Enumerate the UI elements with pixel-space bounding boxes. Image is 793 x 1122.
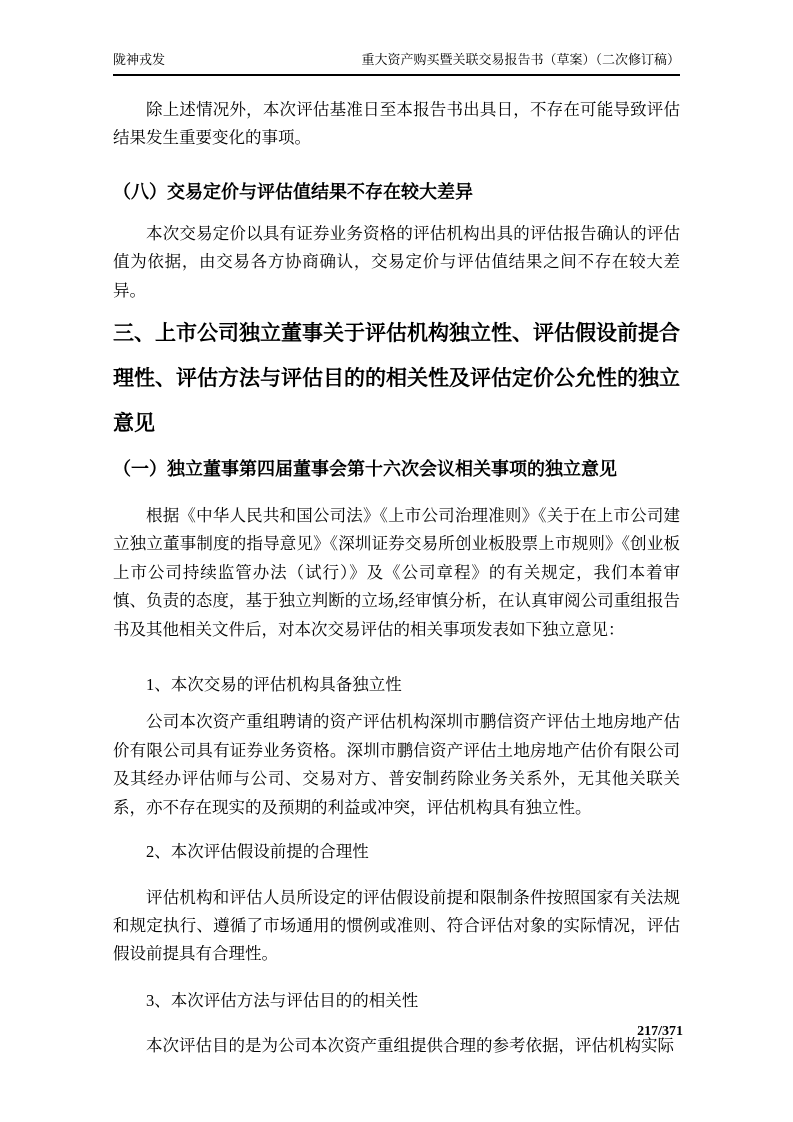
document-body (113, 90, 680, 1061)
numbered-item-1-appraiser-independence: 1、本次交易的评估机构具备独立性 (146, 675, 402, 695)
paragraph-assessment-no-change: 除上述情况外，本次评估基准日至本报告书出具日，不存在可能导致评估结果发生重要变化的事项。 (113, 100, 680, 148)
heading-section-8-pricing-no-major-difference: （八）交易定价与评估值结果不存在较大差异 (113, 181, 473, 202)
paragraph-method-relevance-detail: 本次评估目的是为公司本次资产重组提供合理的参考依据，评估机构实际 (146, 1036, 674, 1056)
page-number: 217/371 (637, 1024, 683, 1039)
paragraph-appraiser-independence-detail: 公司本次资产重组聘请的资产评估机构深圳市鹏信资产评估土地房地产估价有限公司具有证券业务资格。深圳市鹏信资产评估土地房地产估价有限公司及其经办评估师与公司、交易对方、普安制药除业务关系外，无其他关联关系，亦不存在现实的及预期的利益或冲突，评估机构具有独立性。 (113, 712, 680, 817)
numbered-item-2-assumption-reasonableness: 2、本次评估假设前提的合理性 (146, 842, 369, 862)
paragraph-pricing-basis: 本次交易定价以具有证券业务资格的评估机构出具的评估报告确认的评估值为依据，由交易各方协商确认，交易定价与评估值结果之间不存在较大差异。 (113, 223, 680, 300)
header-company-name: 陇神戎发 (113, 52, 166, 67)
paragraph-legal-basis: 根据《中华人民共和国公司法》《上市公司治理准则》《关于在上市公司建立独立董事制度的指导意见》《深圳证券交易所创业板股票上市规则》《创业板上市公司持续监管办法（试行）》及《公司章程》的有关规定，我们本着审慎、负责的态度，基于独立判断的立场,经审慎分析，在认真审阅公司重组报告书及其他相关文件后，对本次交易评估的相关事项发表如下独立意见： (113, 506, 680, 639)
heading-section-3-independent-directors-opinion: 三、上市公司独立董事关于评估机构独立性、评估假设前提合理性、评估方法与评估目的的相关性及评估定价公允性的独立意见 (113, 322, 680, 436)
numbered-item-3-method-relevance: 3、本次评估方法与评估目的的相关性 (146, 990, 419, 1010)
paragraph-assumption-reasonableness-detail: 评估机构和评估人员所设定的评估假设前提和限制条件按照国家有关法规和规定执行、遵循了市场通用的惯例或准则、符合评估对象的实际情况，评估假设前提具有合理性。 (113, 887, 680, 964)
header-document-title: 重大资产购买暨关联交易报告书（草案）（二次修订稿） (361, 52, 680, 67)
page-header (113, 51, 680, 76)
heading-subsection-1-board-meeting-opinion: （一）独立董事第四届董事会第十六次会议相关事项的独立意见 (113, 459, 617, 480)
